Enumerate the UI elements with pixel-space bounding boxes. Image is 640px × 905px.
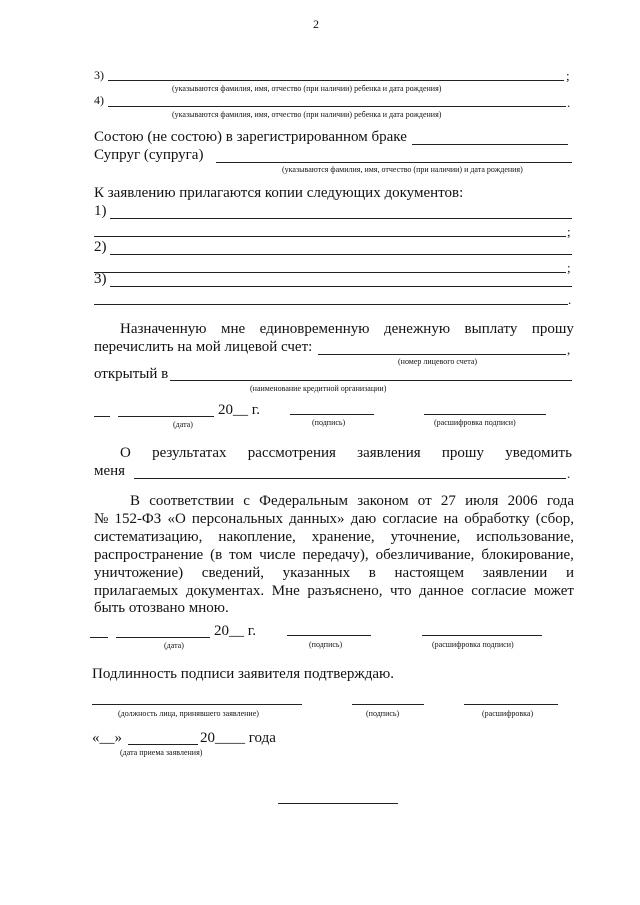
attachment-item-2-line-a[interactable] [110, 254, 572, 255]
attachment-item-1-line-b[interactable] [94, 236, 566, 237]
word: передачу), [302, 547, 369, 563]
word: указанных [282, 565, 351, 581]
word: выплату [464, 321, 518, 337]
bank-name-caption: (наименование кредитной организации) [250, 384, 387, 393]
word: Назначенную [120, 321, 207, 337]
word: что [390, 583, 412, 599]
word: блокирование, [481, 547, 574, 563]
word: документах. [185, 583, 265, 599]
word: «О [167, 511, 186, 527]
verify-text: Подлинность подписи заявителя подтверждаю. [92, 666, 394, 682]
verify-signature-caption: (подпись) [366, 709, 400, 718]
word: данных» [289, 511, 345, 527]
word: разъяснено, [307, 583, 383, 599]
consent-line-1 [130, 492, 574, 510]
word: систематизацию, [94, 529, 203, 545]
word: мне [220, 321, 246, 337]
sign1-date-line-a[interactable] [94, 416, 110, 417]
word: от [417, 493, 432, 509]
marriage-status-line[interactable] [412, 144, 568, 145]
verify-decoding-caption: (расшифровка) [482, 709, 534, 718]
consent-line-2 [94, 510, 574, 528]
sign2-date-line-b[interactable] [116, 637, 210, 638]
word: персональных [191, 511, 283, 527]
sign1-date-line-b[interactable] [118, 416, 214, 417]
word: согласие [471, 583, 527, 599]
word: единовременную [259, 321, 370, 337]
account-number-caption: (номер лицевого счета) [398, 357, 478, 366]
word: прилагаемых [94, 583, 179, 599]
word: и [565, 565, 574, 581]
attachment-item-2-semicolon: ; [567, 260, 571, 275]
child-item-4-number: 4) [94, 93, 104, 107]
sign2-signature-line[interactable] [287, 635, 371, 636]
word: на [443, 511, 459, 527]
notify-line-1 [120, 444, 572, 462]
word: уничтожение) [94, 565, 184, 581]
word: (сбор, [535, 511, 574, 527]
sign2-year: 20__ г. [214, 623, 256, 639]
word: года [546, 493, 574, 509]
word: накопление, [218, 529, 296, 545]
attachment-item-3-period: . [568, 292, 572, 307]
word: результатах [152, 445, 227, 461]
word: сведений, [201, 565, 265, 581]
consent-line-5 [94, 564, 574, 582]
sign1-signature-line[interactable] [290, 414, 374, 415]
child-item-4-period: . [567, 95, 571, 110]
word: прошу [441, 445, 484, 461]
verify-position-line[interactable] [92, 704, 302, 705]
word: уточнение, [390, 529, 461, 545]
attachment-item-3-number: 3) [94, 271, 107, 287]
word: настоящем [394, 565, 465, 581]
word: В [130, 493, 141, 509]
attachments-heading: К заявлению прилагаются копии следующих документов: [94, 185, 464, 201]
word: данное [419, 583, 464, 599]
payment-line-2: перечислить на мой лицевой счет: [94, 339, 313, 355]
page-number: 2 [313, 17, 319, 31]
word: рассмотрения [247, 445, 336, 461]
consent-line-7: быть отозвано мною. [94, 600, 229, 616]
footer-rule [278, 803, 398, 804]
sign2-decoding-caption: (расшифровка подписи) [432, 640, 514, 649]
child-item-3-caption: (указываются фамилия, имя, отчество (при наличии) ребенка и дата рождения) [172, 84, 442, 93]
word: даю [350, 511, 377, 527]
word: июля [465, 493, 499, 509]
word: 152-ФЗ [114, 511, 162, 527]
word: в [368, 565, 376, 581]
receipt-year: 20____ года [200, 730, 276, 746]
word: заявлении [482, 565, 548, 581]
consent-line-6 [94, 582, 574, 600]
word: прошу [531, 321, 574, 337]
marriage-status-text: Состою (не состою) в зарегистрированном браке [94, 129, 407, 145]
sign1-date-caption: (дата) [173, 420, 193, 429]
attachment-item-2-line-b[interactable] [94, 272, 566, 273]
word: уведомить [505, 445, 572, 461]
attachment-item-1-semicolon: ; [567, 224, 571, 239]
attachment-item-1-line-a[interactable] [110, 218, 572, 219]
opened-in-label: открытый в [94, 366, 169, 382]
word: соответствии [149, 493, 235, 509]
sign2-date-line-a[interactable] [90, 637, 108, 638]
word: 27 [440, 493, 456, 509]
notify-line[interactable] [134, 478, 566, 479]
word: Мне [271, 583, 300, 599]
word: денежную [383, 321, 451, 337]
account-comma: , [567, 342, 571, 357]
sign1-decoding-caption: (расшифровка подписи) [434, 418, 516, 427]
spouse-line[interactable] [216, 162, 572, 163]
spouse-label: Супруг (супруга) [94, 147, 204, 163]
sign1-decoding-line[interactable] [424, 414, 546, 415]
attachment-item-1-number: 1) [94, 203, 107, 219]
payment-line-1 [120, 320, 574, 338]
word: обработку [464, 511, 530, 527]
word: 2006 [507, 493, 538, 509]
word: обезличивание, [375, 547, 475, 563]
child-item-3-line[interactable] [108, 80, 564, 81]
sign1-year: 20__ г. [218, 402, 260, 418]
attachment-item-3-line-a[interactable] [110, 286, 572, 287]
word: (в [210, 547, 223, 563]
child-item-4-caption: (указываются фамилия, имя, отчество (при наличии) ребенка и дата рождения) [172, 110, 442, 119]
receipt-day: «__» [92, 730, 122, 746]
verify-position-caption: (должность лица, принявшего заявление) [118, 709, 259, 718]
spouse-caption: (указываются фамилия, имя, отчество (при наличии) и дата рождения) [282, 165, 523, 174]
sign1-signature-caption: (подпись) [312, 418, 346, 427]
word: с [243, 493, 250, 509]
notify-period: . [567, 466, 571, 481]
word: использование, [476, 529, 574, 545]
word: Федеральным [259, 493, 348, 509]
attachment-item-2-number: 2) [94, 239, 107, 255]
attachment-item-3-line-b[interactable] [94, 304, 568, 305]
account-number-line[interactable] [318, 354, 566, 355]
bank-name-line[interactable] [170, 380, 572, 381]
sign2-signature-caption: (подпись) [309, 640, 343, 649]
consent-line-4 [94, 546, 574, 564]
word: № [94, 511, 109, 527]
sign2-date-caption: (дата) [164, 641, 184, 650]
receipt-month-line[interactable] [128, 744, 198, 745]
consent-line-3 [94, 528, 574, 546]
word: числе [259, 547, 296, 563]
notify-line-2: меня [94, 463, 126, 479]
word: хранение, [311, 529, 375, 545]
word: распространение [94, 547, 204, 563]
word: О [120, 445, 131, 461]
word: согласие [382, 511, 438, 527]
child-item-4-line[interactable] [108, 106, 566, 107]
verify-decoding-line[interactable] [464, 704, 558, 705]
child-item-3-number: 3) [94, 68, 104, 82]
verify-signature-line[interactable] [352, 704, 424, 705]
word: законом [357, 493, 409, 509]
word: заявления [357, 445, 421, 461]
sign2-decoding-line[interactable] [422, 635, 542, 636]
word: может [533, 583, 574, 599]
child-item-3-semicolon: ; [566, 68, 570, 83]
receipt-date-caption: (дата приема заявления) [120, 748, 203, 757]
word: том [229, 547, 253, 563]
